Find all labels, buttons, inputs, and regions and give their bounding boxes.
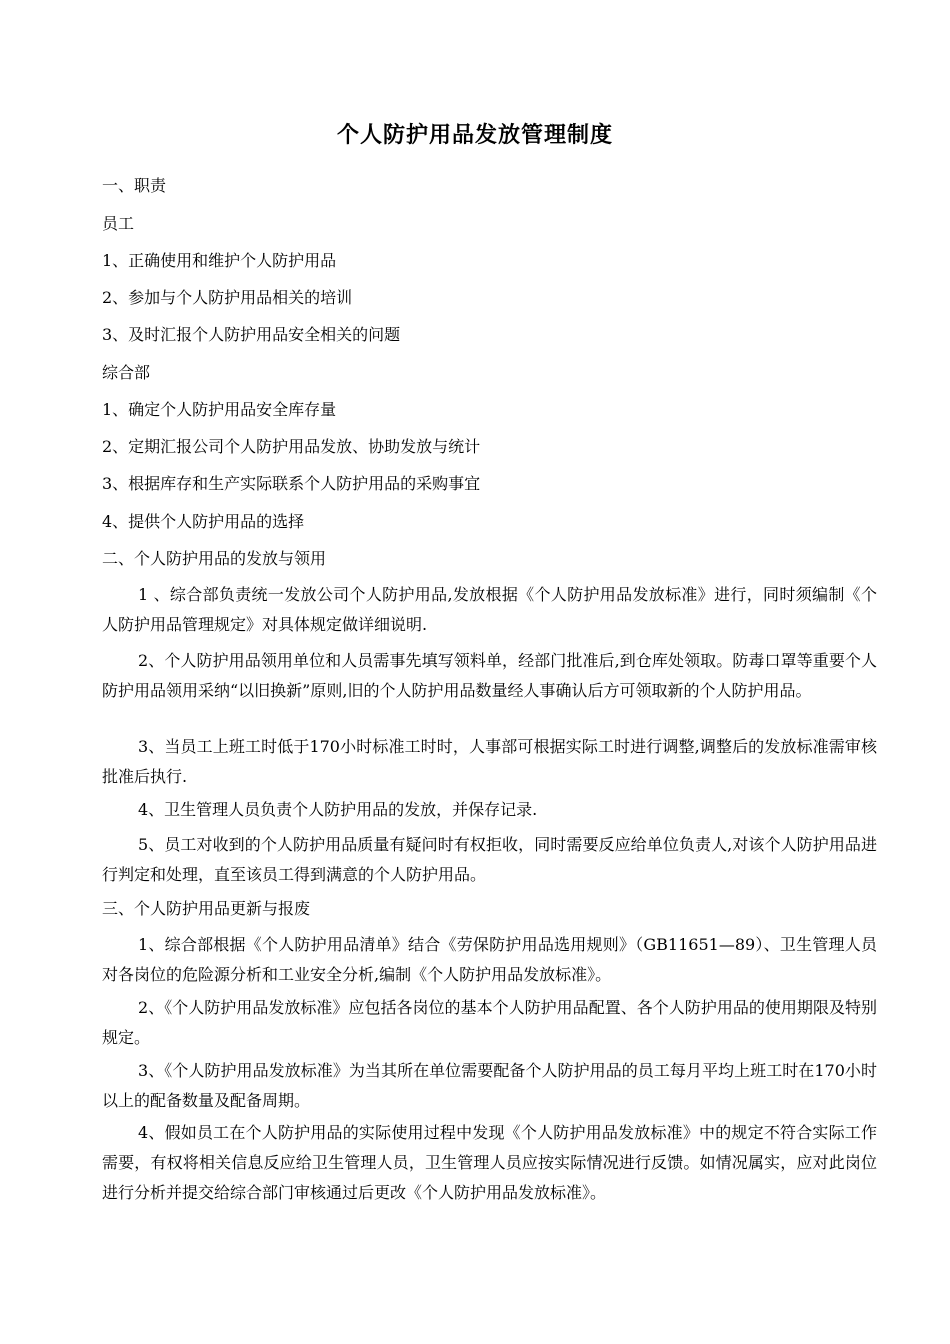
section-3-heading: 三、个人防护用品更新与报废 — [102, 899, 311, 918]
employee-item-3: 3、及时汇报个人防护用品安全相关的问题 — [102, 325, 401, 344]
dept-item-4: 4、提供个人防护用品的选择 — [102, 512, 305, 531]
section-3-paragraph-3: 3、《个人防护用品发放标准》为当其所在单位需要配备个人防护用品的员工每月平均上班工时在170小时以上的配备数量及配备周期。 — [102, 1061, 877, 1110]
section-2-heading: 二、个人防护用品的发放与领用 — [102, 549, 327, 568]
employee-label: 员工 — [102, 214, 135, 233]
section-3-paragraph-2: 2、《个人防护用品发放标准》应包括各岗位的基本个人防护用品配置、各个人防护用品的使用期限及特别规定。 — [102, 998, 877, 1047]
dept-item-3: 3、根据库存和生产实际联系个人防护用品的采购事宜 — [102, 474, 481, 493]
section-2-paragraph-4: 4、卫生管理人员负责个人防护用品的发放，并保存记录. — [138, 800, 538, 819]
employee-item-1: 1、正确使用和维护个人防护用品 — [102, 251, 337, 270]
section-3-paragraph-1: 1、综合部根据《个人防护用品清单》结合《劳保防护用品选用规则》（GB11651—89）、卫生管理人员对各岗位的危险源分析和工业安全分析,编制《个人防护用品发放标准》。 — [102, 935, 877, 984]
employee-item-2: 2、参加与个人防护用品相关的培训 — [102, 288, 353, 307]
dept-label: 综合部 — [102, 363, 151, 382]
section-1-heading: 一、职责 — [102, 176, 167, 195]
dept-item-2: 2、定期汇报公司个人防护用品发放、协助发放与统计 — [102, 437, 481, 456]
section-3-paragraph-4: 4、假如员工在个人防护用品的实际使用过程中发现《个人防护用品发放标准》中的规定不符合实际工作需要，有权将相关信息反应给卫生管理人员，卫生管理人员应按实际情况进行反馈。如情况属实，应对此岗位进行分析并提交给综合部门审核通过后更改《个人防护用品发放标准》。 — [102, 1123, 877, 1202]
dept-item-1: 1、确定个人防护用品安全库存量 — [102, 400, 337, 419]
section-2-paragraph-3: 3、当员工上班工时低于170小时标准工时时，人事部可根据实际工时进行调整,调整后的发放标准需审核批准后执行. — [102, 737, 877, 786]
section-2-paragraph-2: 2、个人防护用品领用单位和人员需事先填写领料单，经部门批准后,到仓库处领取。防毒口罩等重要个人防护用品领用采纳“以旧换新”原则,旧的个人防护用品数量经人事确认后方可领取新的个人防护用品。 — [102, 651, 877, 700]
section-2-paragraph-1: 1 、综合部负责统一发放公司个人防护用品,发放根据《个人防护用品发放标准》进行，同时须编制《个人防护用品管理规定》对具体规定做详细说明. — [102, 585, 877, 634]
document-title: 个人防护用品发放管理制度 — [336, 122, 613, 148]
section-2-paragraph-5: 5、员工对收到的个人防护用品质量有疑问时有权拒收，同时需要反应给单位负责人,对该个人防护用品进行判定和处理，直至该员工得到满意的个人防护用品。 — [102, 835, 877, 884]
